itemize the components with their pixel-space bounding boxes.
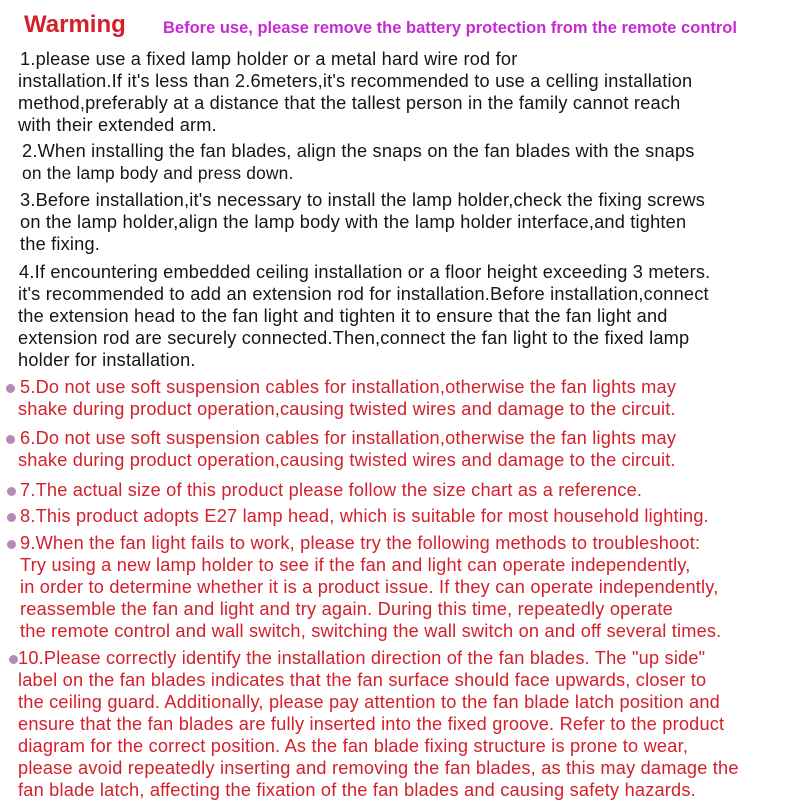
instruction-line: extension rod are securely connected.Then,connect the fan light to the fixed lamp [18, 328, 690, 348]
instruction-line: in order to determine whether it is a product issue. If they can operate independently, [20, 577, 719, 597]
bullet-icon [9, 655, 18, 664]
instruction-line: fan blade latch, affecting the fixation of the fan blades and causing safety hazards. [18, 780, 696, 800]
instruction-line: 4.If encountering embedded ceiling installation or a floor height exceeding 3 meters. [19, 262, 711, 282]
instruction-line: label on the fan blades indicates that the fan surface should face upwards, closer to [18, 670, 707, 690]
header [0, 0, 800, 44]
instruction-line: 7.The actual size of this product please follow the size chart as a reference. [20, 480, 643, 500]
instruction-line: 6.Do not use soft suspension cables for installation,otherwise the fan lights may [20, 428, 677, 448]
instruction-line: 2.When installing the fan blades, align the snaps on the fan blades with the snaps [22, 141, 695, 161]
bullet-icon [6, 384, 15, 393]
warning-title: Warming [24, 11, 126, 38]
instruction-line: it's recommended to add an extension rod for installation.Before installation,connect [18, 284, 709, 304]
bullet-icon [6, 435, 15, 444]
battery-notice: Before use, please remove the battery protection from the remote control [163, 19, 737, 37]
instruction-line: 10.Please correctly identify the installation direction of the fan blades. The "up side" [18, 648, 706, 668]
instruction-line: shake during product operation,causing twisted wires and damage to the circuit. [18, 450, 676, 470]
instruction-line: installation.If it's less than 2.6meters,it's recommended to use a celling installation [18, 71, 693, 91]
instruction-line: shake during product operation,causing twisted wires and damage to the circuit. [18, 399, 676, 419]
bullet-icon [7, 513, 16, 522]
instruction-line: with their extended arm. [18, 115, 217, 135]
instruction-line: the fixing. [20, 234, 101, 254]
instruction-line: 1.please use a fixed lamp holder or a metal hard wire rod for [20, 49, 518, 69]
instruction-line: 9.When the fan light fails to work, please try the following methods to troubleshoot: [20, 533, 701, 553]
instruction-line: diagram for the correct position. As the fan blade fixing structure is prone to wear, [18, 736, 689, 756]
instruction-line: holder for installation. [18, 350, 196, 370]
instruction-line: the extension head to the fan light and tighten it to ensure that the fan light and [18, 306, 668, 326]
instruction-line: the ceiling guard. Additionally, please pay attention to the fan blade latch position and [18, 692, 720, 712]
instruction-line: 8.This product adopts E27 lamp head, which is suitable for most household lighting. [20, 506, 709, 526]
instruction-line: on the lamp holder,align the lamp body with the lamp holder interface,and tighten [20, 212, 687, 232]
instruction-line: on the lamp body and press down. [22, 163, 294, 183]
instruction-line: method,preferably at a distance that the tallest person in the family cannot reach [18, 93, 681, 113]
instruction-line: ensure that the fan blades are fully inserted into the fixed groove. Refer to the product [18, 714, 725, 734]
bullet-icon [7, 540, 16, 549]
instruction-line: Try using a new lamp holder to see if the fan and light can operate independently, [20, 555, 691, 575]
instruction-line: reassemble the fan and light and try again. During this time, repeatedly operate [20, 599, 673, 619]
instruction-line: 3.Before installation,it's necessary to install the lamp holder,check the fixing screws [20, 190, 706, 210]
instruction-line: please avoid repeatedly inserting and removing the fan blades, as this may damage the [18, 758, 739, 778]
bullet-icon [7, 487, 16, 496]
instruction-line: 5.Do not use soft suspension cables for installation,otherwise the fan lights may [20, 377, 677, 397]
instruction-line: the remote control and wall switch, switching the wall switch on and off several times. [20, 621, 722, 641]
